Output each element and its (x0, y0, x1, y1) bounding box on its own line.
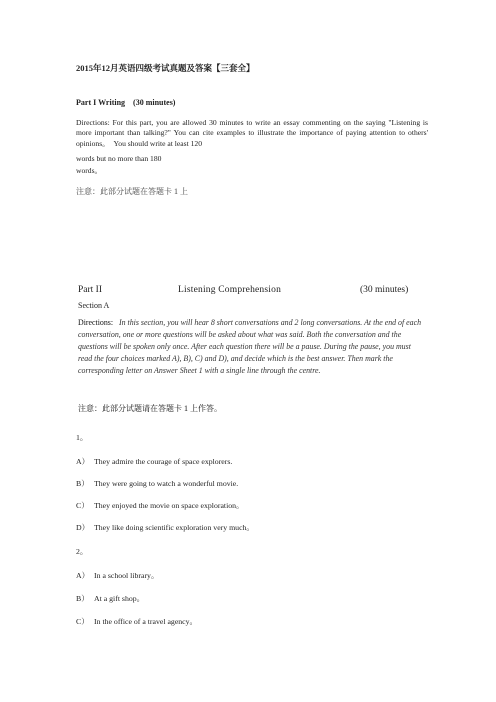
question-option (76, 570, 159, 581)
option-label: C） (76, 501, 89, 510)
section-a-heading: Section A (78, 301, 110, 310)
part1-note: 注意：此部分试题在答题卡 1 上 (76, 187, 188, 196)
option-text: At a gift shop。 (94, 594, 145, 603)
part1-heading: Part I Writing (30 minutes) (76, 98, 176, 107)
part1-directions-line3: words。 (76, 166, 103, 175)
question-option (76, 500, 244, 511)
document-title: 2015年12月英语四级考试真题及答案【三套全】 (76, 63, 255, 73)
option-text: They were going to watch a wonderful movie. (94, 479, 239, 488)
part2-title: Listening Comprehension (178, 285, 282, 295)
option-text: They admire the courage of space explorers. (94, 457, 233, 466)
part2-label: Part II (78, 285, 103, 295)
question-number: 2。 (76, 547, 88, 556)
option-text: They enjoyed the movie on space exploration。 (94, 501, 244, 510)
question-option (76, 522, 254, 533)
question-option (76, 456, 232, 467)
part1-directions-line2: words but no more than 180 (76, 154, 162, 163)
part2-note: 注意：此部分试题请在答题卡 1 上作答。 (78, 404, 222, 413)
option-label: B） (76, 594, 89, 603)
option-label: D） (76, 523, 90, 532)
part2-directions (78, 317, 426, 377)
question-option (76, 616, 197, 627)
option-text: They like doing scientific exploration very much。 (94, 523, 255, 532)
option-text: In a school library。 (94, 571, 159, 580)
part2-time: (30 minutes) (360, 285, 409, 295)
option-text: In the office of a travel agency。 (94, 617, 198, 626)
part1-directions: Directions: For this part, you are allowed 30 minutes to write an essay commenting on the saying "Listening is more important than talking?" You can cite examples to illustrate the importance of paying attention to others' opinions。 You should write at least 120 (76, 118, 428, 148)
question-option (76, 593, 144, 604)
option-label: A） (76, 457, 90, 466)
option-label: C） (76, 617, 89, 626)
option-label: A） (76, 571, 90, 580)
question-option (76, 478, 238, 489)
part2-directions-label: Directions: (78, 318, 114, 327)
question-number: 1。 (76, 433, 88, 442)
part2-directions-text: In this section, you will hear 8 short conversations and 2 long conversations. At the end of each conversation, one or more questions will be asked about what was said. Both the conversation and the questions will be spoken only once. After each question there will be a pause. During the pause, you must read the four choices marked A), B), C) and D), and decide which is the best answer. Then mark the corresponding letter on Answer Sheet 1 with a single line through the centre. (78, 318, 422, 375)
option-label: B） (76, 479, 89, 488)
